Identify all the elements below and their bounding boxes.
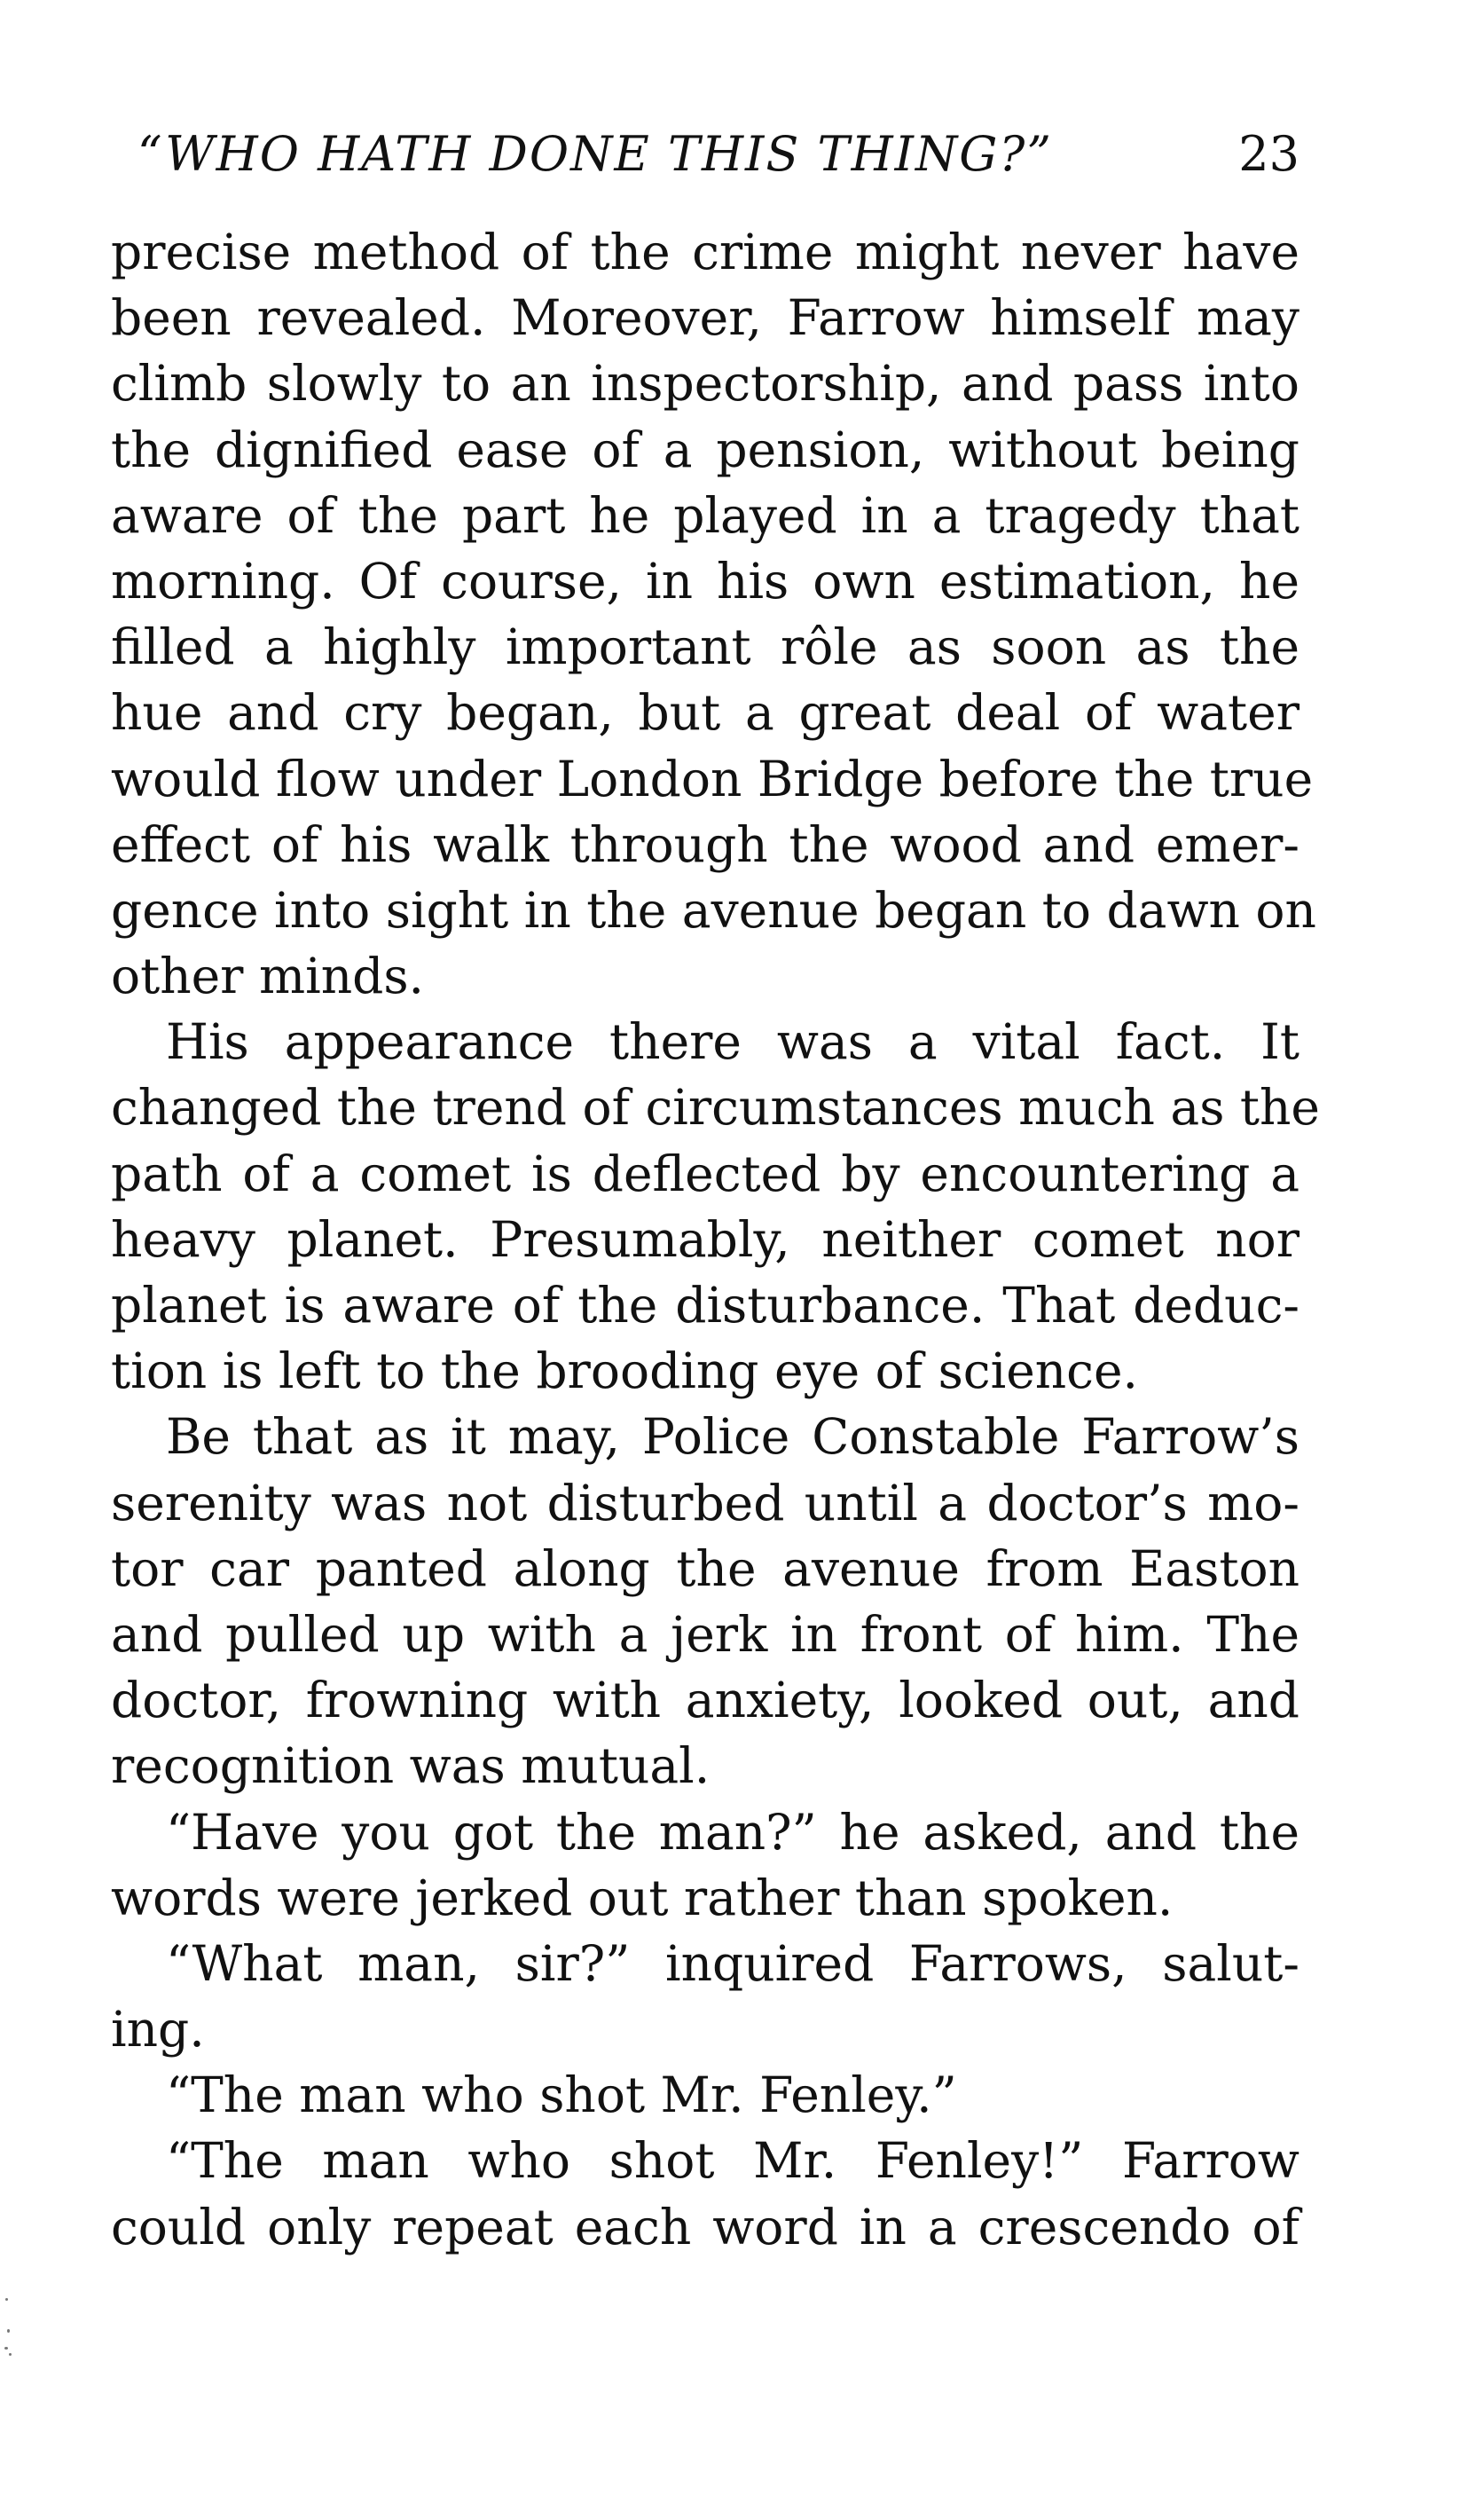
- text-line: planet is aware of the disturbance. That deduc-: [111, 1277, 1299, 1334]
- text-line: other minds.: [111, 948, 425, 1005]
- text-line: aware of the part he played in a tragedy that: [111, 486, 1299, 544]
- text-line: precise method of the crime might never have: [111, 224, 1299, 280]
- print-specks: [0, 2280, 27, 2378]
- body-text: [111, 219, 1320, 2260]
- chapter-title: “WHO HATH DONE THIS THING?”: [137, 126, 1053, 182]
- print-speck: [9, 2353, 12, 2356]
- text-line: tion is left to the brooding eye of science.: [111, 1342, 1139, 1400]
- paragraph: [111, 219, 1316, 1009]
- text-line: path of a comet is deflected by encountering a: [111, 1145, 1299, 1202]
- paragraph: [111, 1404, 1299, 1799]
- page-number: 23: [1238, 126, 1299, 182]
- text-line: recognition was mutual.: [111, 1737, 711, 1795]
- text-line: words were jerked out rather than spoken.: [111, 1869, 1174, 1926]
- text-line: serenity was not disturbed until a doctor’s mo-: [111, 1474, 1299, 1531]
- text-line: “What man, sir?” inquired Farrows, salut-: [166, 1934, 1299, 1992]
- paragraph: [111, 1009, 1320, 1404]
- text-line: doctor, frowning with anxiety, looked out, and: [111, 1672, 1299, 1729]
- text-line: hue and cry began, but a great deal of water: [111, 684, 1299, 742]
- paragraph: [111, 2062, 1299, 2128]
- text-line: climb slowly to an inspectorship, and pass into: [111, 355, 1299, 413]
- text-line: “The man who shot Mr. Fenley.”: [166, 2066, 957, 2124]
- text-line: and pulled up with a jerk in front of him. The: [111, 1605, 1299, 1663]
- print-speck: [4, 2347, 8, 2350]
- text-line: “The man who shot Mr. Fenley!” Farrow: [166, 2132, 1299, 2190]
- running-head: [111, 119, 1299, 190]
- text-line: heavy planet. Presumably, neither comet nor: [111, 1210, 1299, 1268]
- text-line: ing.: [111, 2001, 205, 2058]
- text-line: filled a highly important rôle as soon as the: [111, 618, 1299, 676]
- text-line: the dignified ease of a pension, without being: [111, 421, 1299, 478]
- text-line: tor car panted along the avenue from Easton: [111, 1539, 1299, 1597]
- print-speck: [7, 2329, 10, 2333]
- text-line: morning. Of course, in his own estimation, he: [111, 552, 1299, 610]
- text-line: been revealed. Moreover, Farrow himself may: [111, 289, 1299, 347]
- text-line: effect of his walk through the wood and emer-: [111, 815, 1299, 873]
- paragraph: [111, 1931, 1299, 2062]
- print-speck: [5, 2298, 8, 2301]
- text-line: “Have you got the man?” he asked, and the: [166, 1803, 1299, 1861]
- text-line: gence into sight in the avenue began to dawn on: [111, 881, 1316, 939]
- text-line: His appearance there was a vital fact. It: [166, 1013, 1299, 1071]
- text-line: changed the trend of circumstances much as the: [111, 1079, 1320, 1137]
- text-line: could only repeat each word in a crescendo of: [111, 2198, 1299, 2255]
- paragraph: [111, 2128, 1299, 2259]
- paragraph: [111, 1799, 1299, 1931]
- text-line: Be that as it may, Police Constable Farrow’s: [166, 1408, 1299, 1466]
- text-line: would flow under London Bridge before the true: [111, 750, 1314, 807]
